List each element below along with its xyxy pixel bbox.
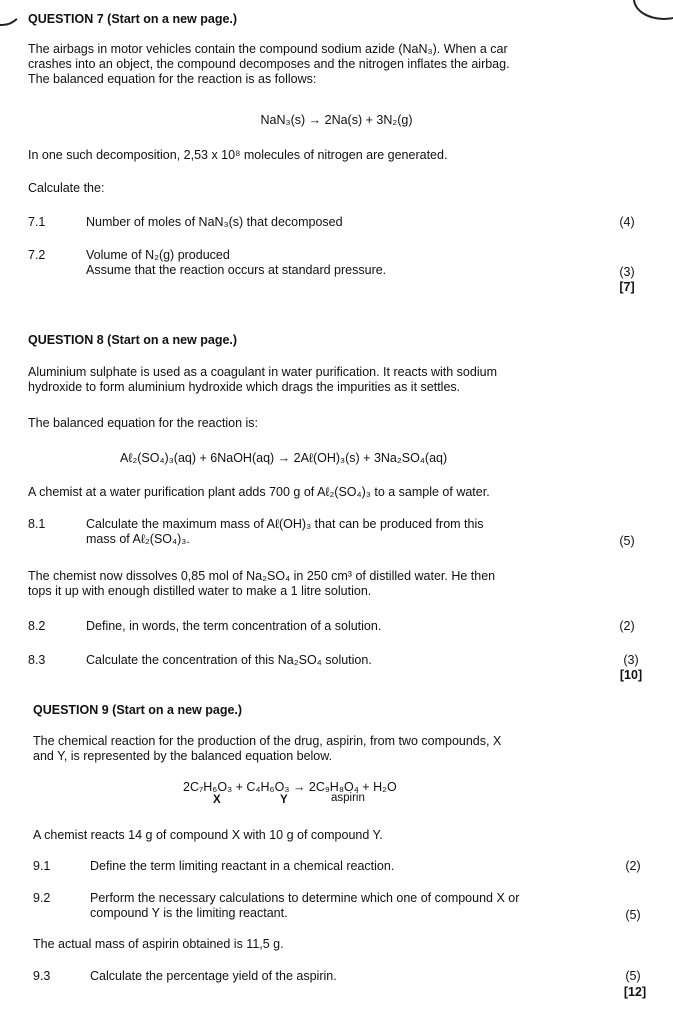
q8-equation-intro: The balanced equation for the reaction is: [28, 416, 259, 430]
q9-item-text: Calculate the percentage yield of the aspirin. [90, 969, 337, 983]
q9-intro [33, 734, 501, 764]
q7-intro-line: The balanced equation for the reaction is as follows: [28, 72, 317, 86]
q7-intro [28, 42, 510, 87]
q9-equation: 2C₇H₆O₃ + C₄H₆O₃ → 2C₉H₈O₄ + H₂O [183, 780, 397, 794]
q7-item-num: 7.1 [28, 215, 46, 229]
q9-item-text [90, 891, 519, 921]
q9-item-mark: (5) [625, 908, 641, 922]
q9-actual: The actual mass of aspirin obtained is 11,5 g. [33, 937, 284, 951]
q9-item-num: 9.1 [33, 859, 51, 873]
q9-item-mark: (2) [625, 859, 641, 873]
q8-dissolve-line: The chemist now dissolves 0,85 mol of Na₂SO₄ in 250 cm³ of distilled water. He then [28, 569, 496, 583]
q8-heading: QUESTION 8 (Start on a new page.) [28, 333, 238, 347]
q9-label-x: X [213, 794, 221, 806]
q7-item-mark: (4) [619, 215, 635, 229]
q7-item-line: Assume that the reaction occurs at standard pressure. [86, 263, 387, 277]
q7-item-mark: (3) [619, 265, 635, 279]
q7-equation: NaN₃(s) → 2Na(s) + 3N₂(g) [260, 113, 413, 127]
q9-item-num: 9.3 [33, 969, 51, 983]
q7-item-text [86, 248, 386, 278]
q8-item-num: 8.3 [28, 653, 46, 667]
q7-intro-line: The airbags in motor vehicles contain the compound sodium azide (NaN₃). When a car [28, 42, 508, 56]
q9-label-y: Y [280, 794, 288, 806]
q9-intro-line: and Y, is represented by the balanced equation below. [33, 749, 333, 763]
q8-item-mark: (2) [619, 619, 635, 633]
q8-item-text [86, 517, 484, 547]
page-corner-left [0, 0, 24, 26]
q8-dissolve [28, 569, 495, 599]
q9-item-line: Perform the necessary calculations to determine which one of compound X or [90, 891, 520, 905]
q9-item-mark: (5) [625, 969, 641, 983]
q9-reacts: A chemist reacts 14 g of compound X with 10 g of compound Y. [33, 828, 383, 842]
q8-item-text: Calculate the concentration of this Na₂SO₄ solution. [86, 653, 372, 667]
q8-item-line: Calculate the maximum mass of Aℓ(OH)₃ that can be produced from this [86, 517, 484, 531]
q8-item-mark: (3) [623, 653, 639, 667]
q9-item-text: Define the term limiting reactant in a chemical reaction. [90, 859, 395, 873]
q9-intro-line: The chemical reaction for the production of the drug, aspirin, from two compounds, X [33, 734, 502, 748]
q7-total: [7] [619, 280, 635, 294]
q8-item-mark: (5) [619, 534, 635, 548]
q8-dissolve-line: tops it up with enough distilled water to make a 1 litre solution. [28, 584, 372, 598]
q7-intro-line: crashes into an object, the compound decomposes and the nitrogen inflates the airbag. [28, 57, 510, 71]
q7-item-text: Number of moles of NaN₃(s) that decomposed [86, 215, 343, 229]
q8-total: [10] [619, 668, 643, 682]
q8-item-num: 8.1 [28, 517, 46, 531]
q8-chemist: A chemist at a water purification plant adds 700 g of Aℓ₂(SO₄)₃ to a sample of water. [28, 485, 490, 499]
q8-item-line: mass of Aℓ₂(SO₄)₃. [86, 532, 190, 546]
q7-calculate: Calculate the: [28, 181, 105, 195]
q7-item-line: Volume of N₂(g) produced [86, 248, 230, 262]
q8-intro [28, 365, 497, 395]
q8-item-text: Define, in words, the term concentration of a solution. [86, 619, 382, 633]
q9-heading: QUESTION 9 (Start on a new page.) [33, 703, 243, 717]
q8-intro-line: hydroxide to form aluminium hydroxide which drags the impurities as it settles. [28, 380, 461, 394]
q7-item-num: 7.2 [28, 248, 46, 262]
q7-heading: QUESTION 7 (Start on a new page.) [28, 12, 238, 26]
q8-item-num: 8.2 [28, 619, 46, 633]
q9-item-line: compound Y is the limiting reactant. [90, 906, 288, 920]
q9-total: [12] [623, 985, 647, 999]
q8-intro-line: Aluminium sulphate is used as a coagulant in water purification. It reacts with sodium [28, 365, 497, 379]
q8-equation: Aℓ₂(SO₄)₃(aq) + 6NaOH(aq) → 2Aℓ(OH)₃(s) + 3Na₂SO₄(aq) [120, 451, 448, 465]
q9-label-aspirin: aspirin [331, 792, 365, 804]
q7-decomposition: In one such decomposition, 2,53 x 10⁸ molecules of nitrogen are generated. [28, 148, 448, 162]
page-corner-right [633, 0, 673, 20]
q9-item-num: 9.2 [33, 891, 51, 905]
